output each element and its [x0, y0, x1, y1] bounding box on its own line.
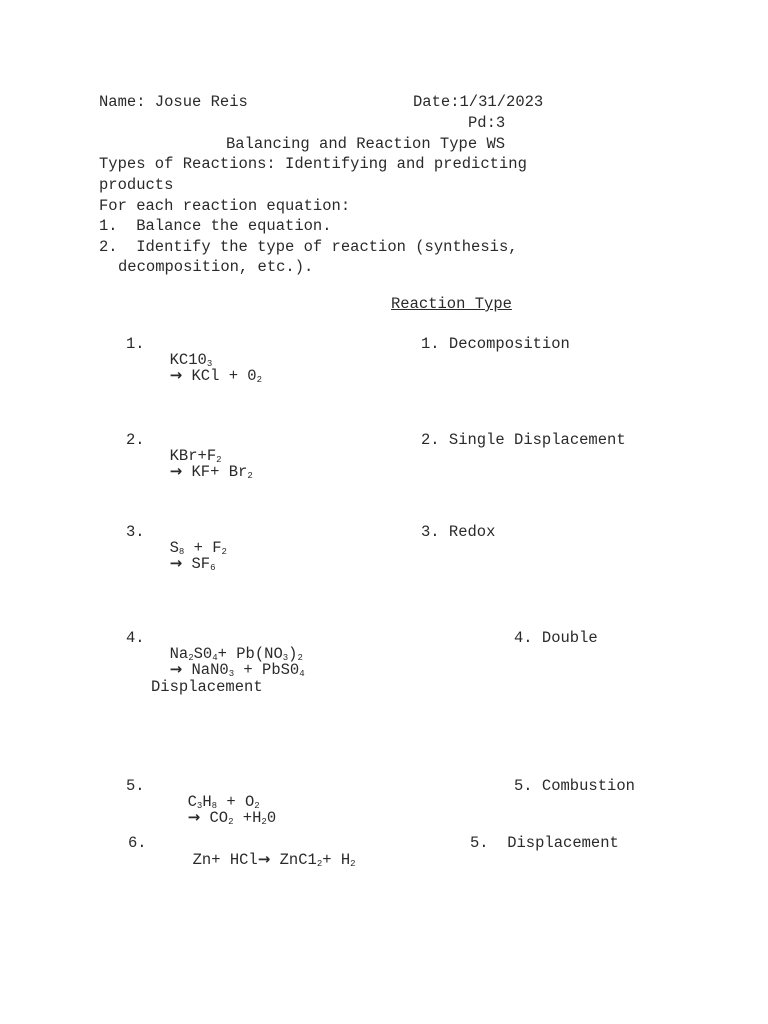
arrow-icon: →: [187, 808, 201, 826]
subtitle-line2: products: [99, 176, 174, 194]
instructions-intro: For each reaction equation:: [99, 197, 351, 215]
arrow-icon: →: [169, 366, 183, 384]
date: Date:1/31/2023: [413, 93, 544, 111]
answer: 5. Combustion: [514, 777, 635, 795]
student-name: Name: Josue Reis: [99, 93, 248, 111]
problem-number: 4.: [126, 629, 145, 647]
equation: $Zn+ HCl\to ZnC1_2+ H_2$: [192, 849, 356, 869]
answer-continuation: Displacement: [151, 678, 263, 696]
instruction-step-1: 1. Balance the equation.: [99, 217, 332, 235]
answer: 1. Decomposition: [421, 335, 570, 353]
problem-number: 1.: [126, 335, 145, 353]
instruction-step-2-cont: decomposition, etc.).: [118, 258, 314, 276]
answer: 4. Double: [514, 629, 598, 647]
equation: $KBr+F_2$ → $KF+ Br_2$: [169, 446, 253, 481]
problem-number: 2.: [126, 431, 145, 449]
arrow-icon: →: [169, 660, 183, 678]
answer: 2. Single Displacement: [421, 431, 626, 449]
equation: $KC10_3$ → KCl + $0_2$: [169, 350, 263, 385]
answer: 3. Redox: [421, 523, 496, 541]
equation: $S_8 + F_2$ → $SF_6$: [169, 538, 227, 573]
problem-number: 6.: [128, 834, 147, 852]
problem-number: 5.: [126, 777, 145, 795]
arrow-icon: →: [257, 849, 271, 868]
arrow-icon: →: [169, 554, 183, 572]
problem-number: 3.: [126, 523, 145, 541]
equation: $Na_2S0_4+ Pb(NO_3)_2$ → $NaN0_3 + PbS0_4$: [169, 644, 305, 679]
answer: 5. Displacement: [470, 834, 619, 852]
arrow-icon: →: [169, 462, 183, 480]
equation: $C_3H_8 + O_2$ → $CO_2 +H_20$: [187, 792, 277, 827]
worksheet-title: Balancing and Reaction Type WS: [226, 135, 506, 153]
subtitle-line1: Types of Reactions: Identifying and predicting: [99, 155, 527, 173]
instruction-step-2: 2. Identify the type of reaction (synthesis,: [99, 238, 518, 256]
period: Pd:3: [468, 114, 506, 132]
reaction-type-header: Reaction Type: [391, 295, 512, 313]
